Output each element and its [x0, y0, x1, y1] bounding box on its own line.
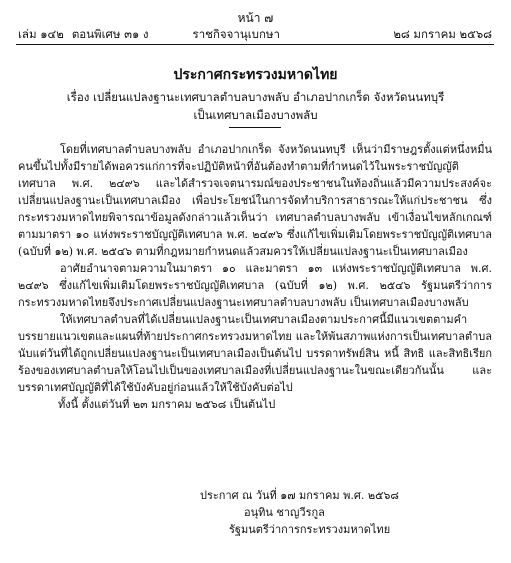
subject-line: เป็นเทศบาลเมืองบางพลับ — [193, 108, 318, 122]
subject-line: เรื่อง เปลี่ยนแปลงฐานะเทศบาลตำบลบางพลับ อำเภอปากเกร็ด จังหวัดนนทบุรี — [66, 90, 445, 104]
page-number: หน้า ๗ — [237, 11, 274, 25]
body-paragraph: โดยที่เทศบาลตำบลบางพลับ อำเภอปากเกร็ด จังหวัดนนทบุรี เห็นว่ามีราษฎรตั้งแต่หนึ่งหมื่นคนขึ้นไปทั้งมีรายได้พอควรแก่การที่จะปฏิบัติหน้าที่อันต้องทำตามที่กำหนดไว้ในพระราชบัญญัติเทศบาล พ.ศ. ๒๔๙๖ และได้สำรวจเจตนารมณ์ของประชาชนในท้องถิ่นแล้วมีความประสงค์จะเปลี่ยนแปลงฐานะเป็นเทศบาลเมือง เพื่อประโยชน์ในการจัดทำบริการสาธารณะให้แก่ประชาชน ซึ่งกระทรวงมหาดไทยพิจารณาข้อมูลดังกล่าวแล้วเห็นว่า เทศบาลตำบลบางพลับ เข้าเงื่อนไขหลักเกณฑ์ตามมาตรา ๑๐ แห่งพระราชบัญญัติเทศบาล พ.ศ. ๒๔๙๖ ซึ่งแก้ไขเพิ่มเติมโดยพระราชบัญญัติเทศบาล (ฉบับที่ ๑๒) พ.ศ. ๒๕๔๖ ตามที่กฎหมายกำหนดแล้วสมควรให้เปลี่ยนแปลงฐานะเป็นเทศบาลเมือง — [18, 143, 492, 258]
gazette-name: ราชกิจจานุเบกษา — [192, 27, 280, 41]
gazette-header — [18, 26, 492, 44]
body-paragraph: ให้เทศบาลตำบลที่ได้เปลี่ยนแปลงฐานะเป็นเทศบาลเมืองตามประกาศนี้มีแนวเขตตามคำบรรยายแนวเขตและแผนที่ท้ายประกาศกระทรวงมหาดไทย และให้พ้นสภาพแห่งการเป็นเทศบาลตำบล นับแต่วันที่ได้ถูกเปลี่ยนแปลงฐานะเป็นเทศบาลเมืองเป็นต้นไป บรรดาทรัพย์สิน หนี้ สิทธิ และสิทธิเรียกร้องของเทศบาลตำบลให้โอนไปเป็นของเทศบาลเมืองที่เปลี่ยนแปลงฐานะในขณะเดียวกันนั้น และบรรดาเทศบัญญัติที่ได้ใช้บังคับอยู่ก่อนแล้วให้ใช้บังคับต่อไป — [18, 313, 492, 394]
gazette-date: ๒๘ มกราคม ๒๕๖๘ — [393, 27, 492, 41]
body-paragraph: อาศัยอำนาจตามความในมาตรา ๑๐ และมาตรา ๑๓ แห่งพระราชบัญญัติเทศบาล พ.ศ. ๒๔๙๖ ซึ่งแก้ไขเพิ่มเติมโดยพระราชบัญญัติเทศบาล (ฉบับที่ ๑๒) พ.ศ. ๒๕๔๖ รัฐมนตรีว่าการกระทรวงมหาดไทยจึงประกาศเปลี่ยนแปลงฐานะเทศบาลตำบลบางพลับ เป็นเทศบาลเมืองบางพลับ — [18, 262, 492, 309]
announcement-subject — [0, 88, 511, 124]
announcement-title: ประกาศกระทรวงมหาดไทย — [173, 67, 338, 83]
title-separator — [229, 127, 281, 128]
gazette-volume: เล่ม ๑๔๒ — [18, 27, 64, 41]
effective-date-paragraph: ทั้งนี้ ตั้งแต่วันที่ ๒๓ มกราคม ๒๕๖๘ เป็นต้นไป — [58, 398, 276, 411]
header-rule — [16, 44, 494, 45]
gazette-section: ตอนพิเศษ ๓๑ ง — [71, 27, 149, 41]
signatory-name: อนุทิน ชาญวีรกูล — [244, 506, 325, 519]
gazette-issue — [18, 26, 149, 44]
signature-date: ประกาศ ณ วันที่ ๑๗ มกราคม พ.ศ. ๒๕๖๘ — [200, 489, 399, 502]
signature-block — [196, 487, 496, 538]
announcement-body — [18, 141, 492, 413]
signatory-position: รัฐมนตรีว่าการกระทรวงมหาดไทย — [229, 523, 391, 536]
